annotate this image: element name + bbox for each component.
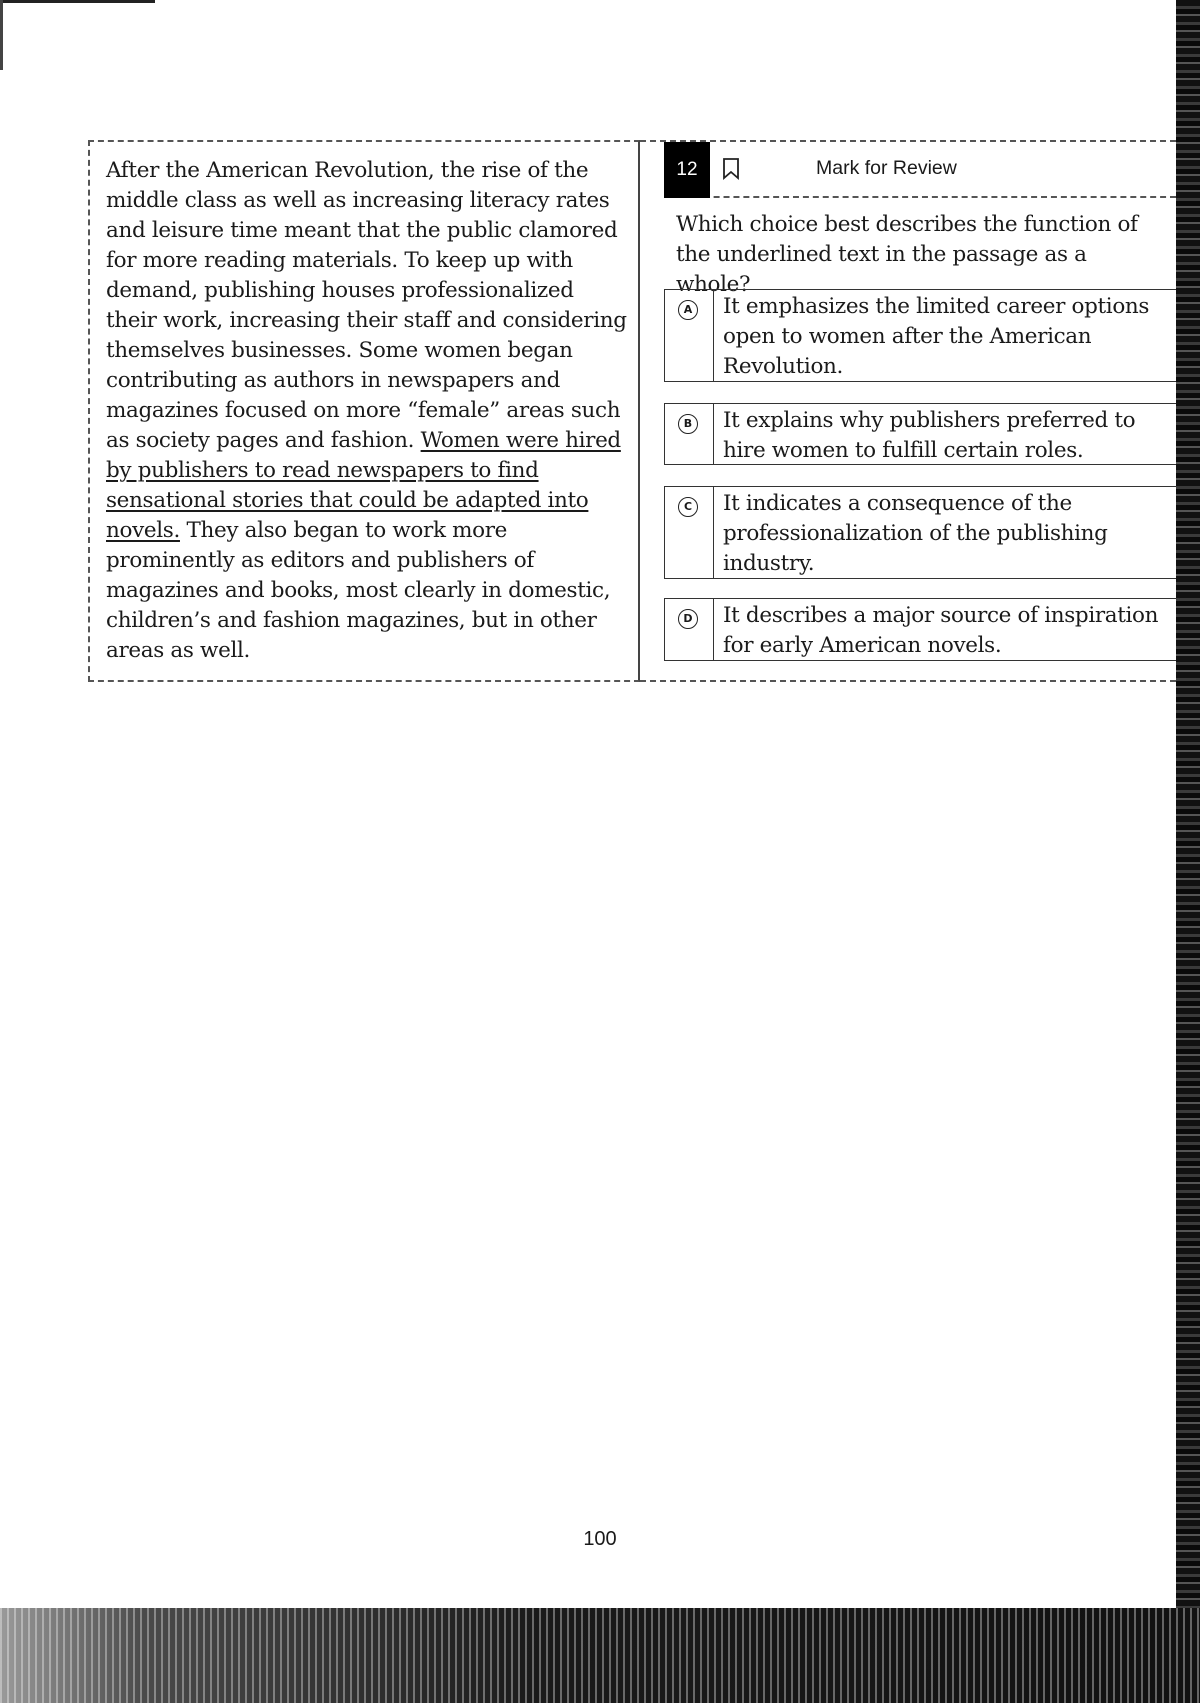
option-letter-c-icon: C bbox=[678, 497, 698, 517]
underlined-text: Women were hired by publishers to read newspapers to find sensational stories that could be adapted into novels. bbox=[106, 428, 621, 543]
question-panel bbox=[640, 140, 1176, 682]
option-letter-cell bbox=[665, 487, 714, 578]
scan-artifact-bottom bbox=[0, 1608, 1200, 1703]
passage-text-after: They also began to work more prominently as editors and publishers of magazines and books, most clearly in domestic, children’s and fashion magazines, but in other areas as well. bbox=[106, 518, 611, 663]
option-letter-d-icon: D bbox=[678, 609, 698, 629]
question-prompt: Which choice best describes the function of the underlined text in the passage as a whole? bbox=[676, 212, 1138, 297]
bookmark-icon[interactable] bbox=[722, 158, 740, 180]
page-number: 100 bbox=[583, 1528, 617, 1550]
answer-option-d[interactable] bbox=[664, 598, 1176, 661]
option-letter-cell bbox=[665, 290, 714, 381]
option-a-text: It emphasizes the limited career options open to women after the American Revolution. bbox=[723, 294, 1150, 379]
scan-artifact-top bbox=[0, 0, 155, 3]
mark-for-review-button[interactable]: Mark for Review bbox=[816, 157, 957, 179]
option-letter-cell bbox=[665, 404, 714, 464]
option-b-text: It explains why publishers preferred to hire women to fulfill certain roles. bbox=[723, 408, 1136, 463]
question-header bbox=[664, 142, 1176, 198]
passage-panel bbox=[88, 140, 640, 682]
scan-artifact-right-edge bbox=[1176, 0, 1200, 1703]
option-letter-a-icon: A bbox=[678, 300, 698, 320]
question-number: 12 bbox=[664, 142, 710, 198]
answer-option-c[interactable] bbox=[664, 486, 1176, 579]
scan-artifact-left bbox=[0, 0, 3, 70]
option-letter-b-icon: B bbox=[678, 414, 698, 434]
passage-text bbox=[106, 156, 628, 666]
answer-option-b[interactable] bbox=[664, 403, 1176, 465]
option-c-text: It indicates a consequence of the professionalization of the publishing industry. bbox=[723, 491, 1108, 576]
passage-text-before: After the American Revolution, the rise of the middle class as well as increasing literacy rates and leisure time meant that the public clamored for more reading materials. To keep up with demand, publishing houses professionalized their work, increasing their staff and considering themselves businesses. Some women began contributing as authors in newspapers and magazines focused on more “female” areas such as society pages and fashion. bbox=[106, 158, 627, 453]
option-d-text: It describes a major source of inspiration for early American novels. bbox=[723, 603, 1159, 658]
option-letter-cell bbox=[665, 599, 714, 660]
answer-option-a[interactable] bbox=[664, 289, 1176, 382]
